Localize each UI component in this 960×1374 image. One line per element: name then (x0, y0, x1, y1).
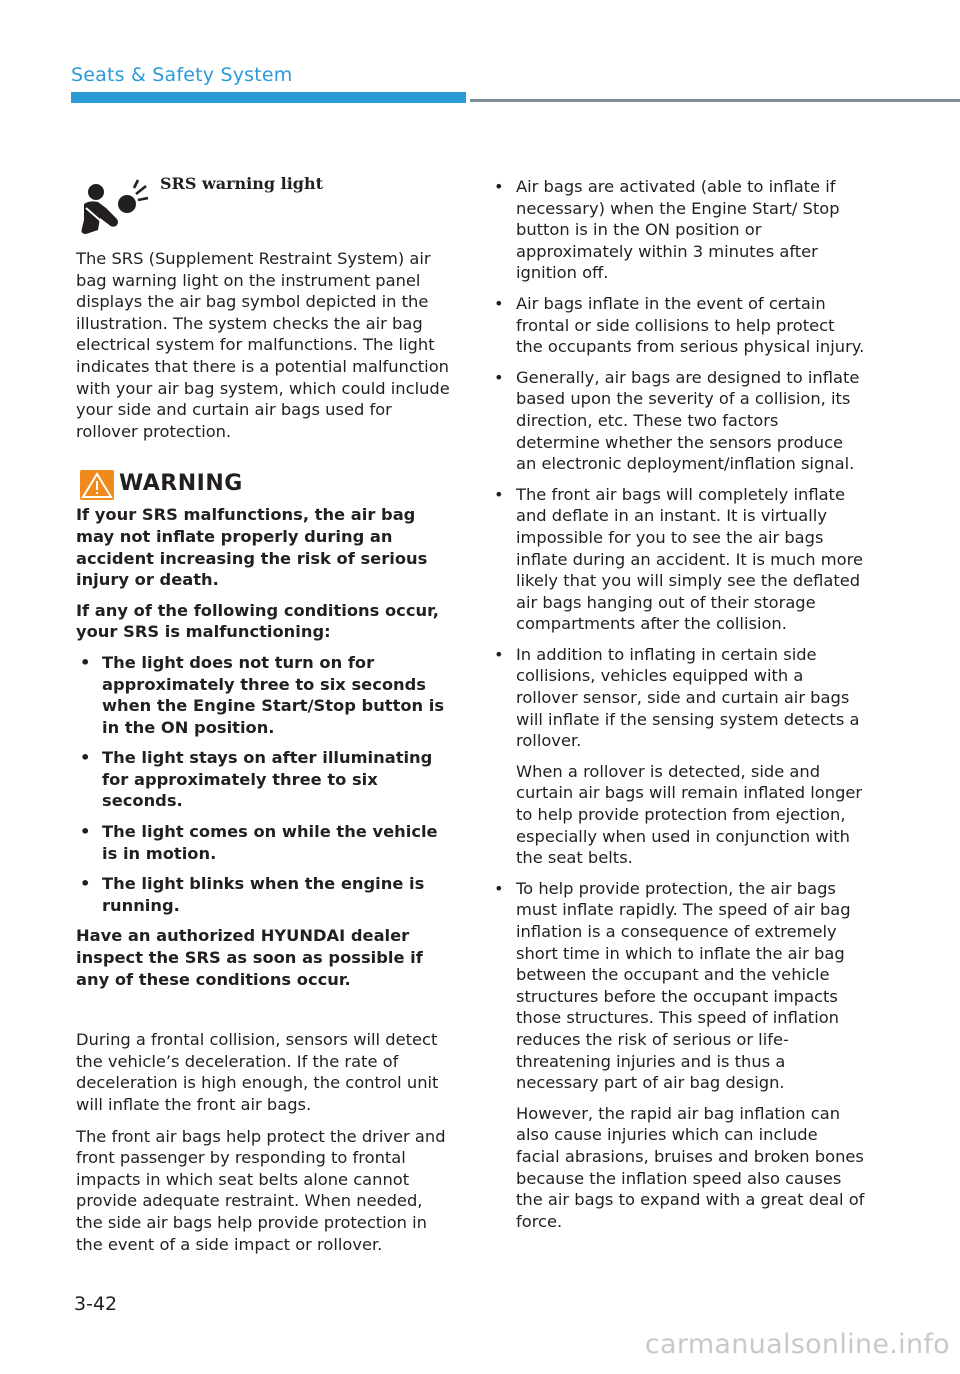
list-item-text: • Air bags are activated (able to inflate if necessary) when the Engine Start/ Stop button is in the ON position or approximately within 3 minutes after ignition off. (516, 177, 840, 283)
warning-label: WARNING (119, 471, 243, 497)
warning-triangle-icon (80, 470, 114, 500)
left-column (76, 172, 451, 1265)
list-item (490, 176, 865, 284)
body-paragraph: During a frontal collision, sensors will detect the vehicle’s deceleration. If the rate of deceleration is high enough, the control unit will inflate the front air bags. (76, 1030, 439, 1114)
list-item (490, 644, 865, 869)
warning-list-item: • The light does not turn on for approximately three to six seconds when the Engine Start/Stop button is in the ON position. (76, 652, 451, 738)
list-item-text: • Generally, air bags are designed to inflate based upon the severity of a collision, its direction, etc. These two factors determine whether the sensors produce an electronic deployment/inflation signal. (516, 367, 860, 474)
warning-box (76, 504, 451, 990)
srs-title: SRS warning light (160, 174, 324, 193)
list-item-text: • In addition to inflating in certain side collisions, vehicles equipped with a rollover sensor, side and curtain air bags will inflate if the sensing system detects a rollover. (516, 644, 860, 751)
list-item-subtext: However, the rapid air bag inflation can also cause injuries which can include facial abrasions, bruises and broken bones because the inflation speed also causes the air bags to expand with a great deal of force. (516, 1103, 865, 1231)
section-title: Seats & Safety System (71, 64, 293, 86)
header-rule (470, 99, 960, 102)
body-paragraph: The front air bags help protect the driver and front passenger by responding to frontal impacts in which seat belts alone cannot provide adequate restraint. When needed, the side air bags help provide protection in the event of a side impact or rollover. (76, 1126, 446, 1254)
srs-intro: The SRS (Supplement Restraint System) air bag warning light on the instrument panel displays the air bag symbol depicted in the illustration. The system checks the air bag electrical system for malfunctions. The light indicates that there is a potential malfunction with your air bag system, which could include your side and curtain air bags used for rollover protection. (76, 249, 450, 441)
list-item (490, 293, 865, 358)
list-item (490, 878, 865, 1233)
warning-paragraph: If your SRS malfunctions, the air bag may not inflate properly during an accident increasing the risk of serious injury or death. (76, 505, 428, 590)
warning-list-item: • The light blinks when the engine is running. (76, 873, 451, 916)
header-rule-accent (71, 92, 466, 103)
list-item-subtext: When a rollover is detected, side and curtain air bags will remain inflated longer to help provide protection from ejection, especially when used in conjunction with the seat belts. (516, 761, 863, 868)
list-item (490, 367, 865, 475)
page-number: 3-42 (74, 1293, 118, 1315)
list-item (490, 484, 865, 635)
warning-paragraph: Have an authorized HYUNDAI dealer inspect the SRS as soon as possible if any of these conditions occur. (76, 926, 423, 989)
warning-heading (76, 470, 451, 504)
srs-heading (76, 172, 451, 248)
warning-list (76, 652, 451, 917)
warning-list-item: • The light comes on while the vehicle is in motion. (76, 821, 451, 864)
warning-list-item: • The light stays on after illuminating for approximately three to six seconds. (76, 747, 451, 812)
list-item-text: • The front air bags will completely inflate and deflate in an instant. It is virtually impossible for you to see the air bags inflate during an accident. It is much more likely that you will simply see the deflated air bags hanging out of their storage compartments after the collision. (516, 484, 863, 634)
right-column (490, 176, 865, 1241)
list-item-text: • Air bags inflate in the event of certain frontal or side collisions to help protect the occupants from serious physical injury. (516, 293, 865, 357)
watermark: carmanualsonline.info (644, 1329, 950, 1360)
airbag-info-list (490, 176, 865, 1232)
warning-paragraph: If any of the following conditions occur, your SRS is malfunctioning: (76, 600, 439, 642)
list-item-text: • To help provide protection, the air bags must inflate rapidly. The speed of air bag inflation is a consequence of extremely short time in which to inflate the air bag between the occupant and the vehicle structures before the occupant impacts those structures. This speed of inflation reduces the risk of serious or life-threatening injuries and is thus a necessary part of air bag design. (516, 878, 851, 1093)
airbag-warning-icon (76, 178, 148, 236)
